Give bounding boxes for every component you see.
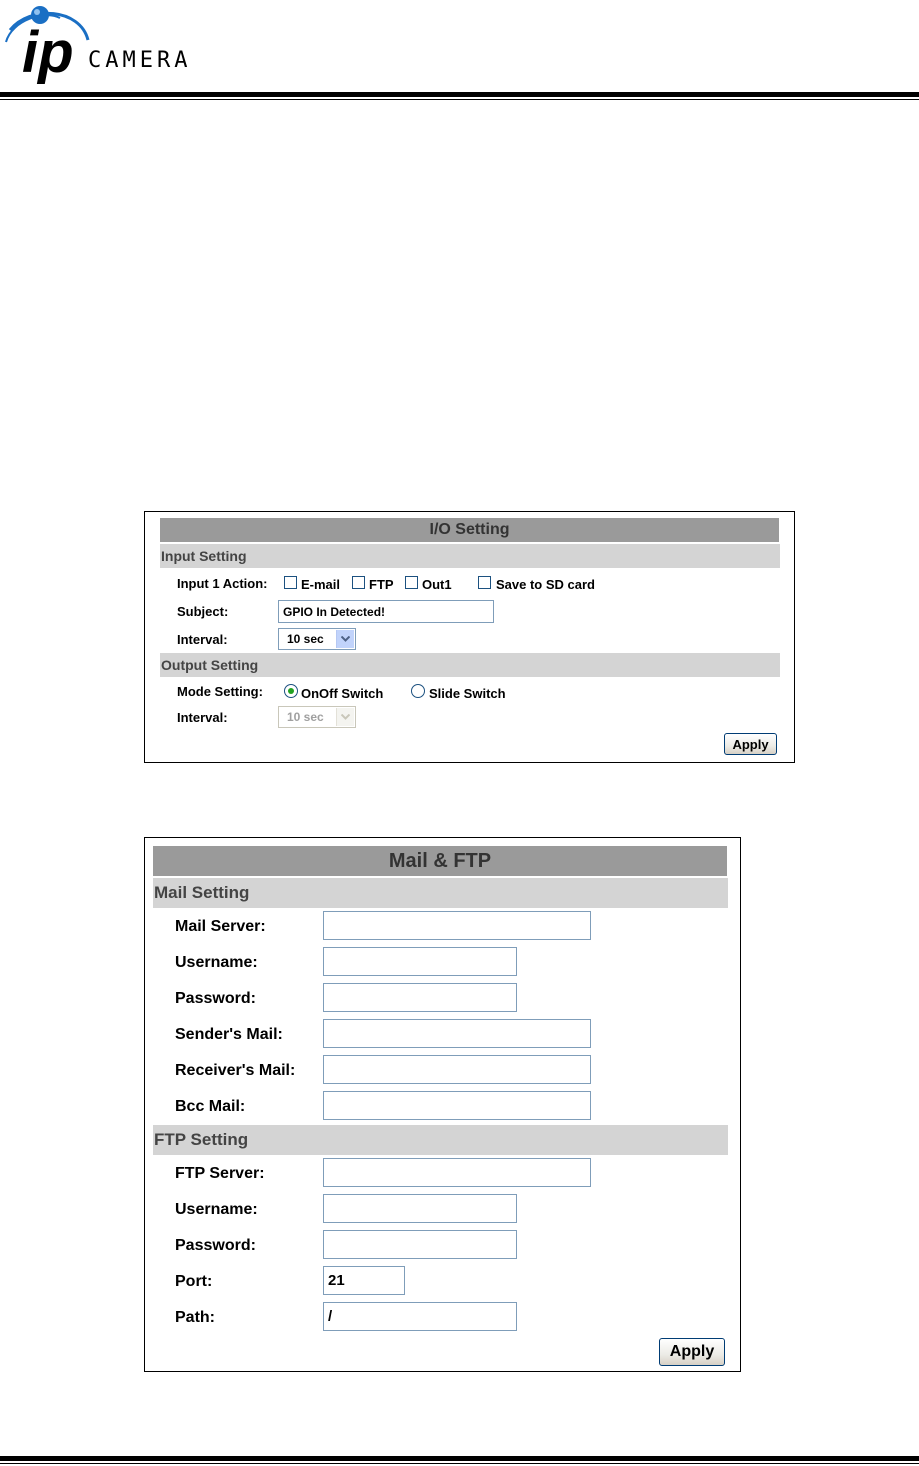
ftp-password-label: Password: [175,1237,256,1254]
output-interval-select[interactable] [278,706,356,728]
io-apply-button[interactable]: Apply [724,733,777,755]
email-checkbox[interactable] [284,576,297,589]
footer-rule [0,1456,919,1461]
output-setting-section: Output Setting [160,653,780,677]
ftp-username-input[interactable] [323,1194,517,1223]
out1-checkbox-label: Out1 [422,577,452,592]
mail-setting-section: Mail Setting [153,878,728,908]
mode-setting-label: Mode Setting: [177,684,263,699]
onoff-switch-radio[interactable] [284,684,298,698]
mail-server-input[interactable] [323,911,591,940]
io-setting-title: I/O Setting [160,518,779,542]
mail-server-label: Mail Server: [175,918,266,935]
ftp-username-label: Username: [175,1201,258,1218]
save-to-sd-checkbox-label: Save to SD card [496,577,595,592]
ftp-checkbox-label: FTP [369,577,394,592]
input-interval-value: 10 sec [287,632,324,646]
ftp-port-input[interactable] [323,1266,405,1295]
subject-label: Subject: [177,604,229,619]
header-rule-thin [0,99,919,100]
input-setting-section: Input Setting [160,544,780,568]
mail-ftp-apply-button[interactable]: Apply [659,1338,725,1366]
svg-text:CAMERA: CAMERA [88,48,192,73]
out1-checkbox[interactable] [405,576,418,589]
receiver-mail-input[interactable] [323,1055,591,1084]
slide-switch-label: Slide Switch [429,686,506,701]
email-checkbox-label: E-mail [301,577,341,592]
svg-text:ip: ip [22,20,74,85]
mail-ftp-panel [144,837,741,1372]
subject-input[interactable] [278,600,494,623]
output-interval-label: Interval: [177,710,228,725]
input-action-label: Input 1 Action: [177,576,268,591]
ftp-server-input[interactable] [323,1158,591,1187]
header-rule [0,92,919,97]
mail-password-input[interactable] [323,983,517,1012]
chevron-down-icon[interactable] [336,708,354,726]
sender-mail-label: Sender's Mail: [175,1026,283,1043]
footer-rule-thin [0,1463,919,1464]
output-interval-value: 10 sec [287,710,324,724]
ftp-server-label: FTP Server: [175,1165,265,1182]
ftp-setting-section: FTP Setting [153,1125,728,1155]
bcc-mail-input[interactable] [323,1091,591,1120]
bcc-mail-label: Bcc Mail: [175,1098,246,1115]
slide-switch-radio[interactable] [411,684,425,698]
ftp-path-input[interactable] [323,1302,517,1331]
mail-ftp-title: Mail & FTP [153,846,727,876]
ip-camera-logo [0,0,300,95]
ftp-password-input[interactable] [323,1230,517,1259]
io-setting-panel [144,511,795,763]
mail-username-label: Username: [175,954,258,971]
mail-username-input[interactable] [323,947,517,976]
onoff-switch-label: OnOff Switch [301,686,384,701]
chevron-down-icon[interactable] [336,630,354,648]
ftp-path-label: Path: [175,1309,215,1326]
save-to-sd-checkbox[interactable] [478,576,491,589]
mail-password-label: Password: [175,990,256,1007]
ftp-checkbox[interactable] [352,576,365,589]
input-interval-select[interactable] [278,628,356,650]
receiver-mail-label: Receiver's Mail: [175,1062,296,1079]
sender-mail-input[interactable] [323,1019,591,1048]
ftp-port-label: Port: [175,1273,213,1290]
input-interval-label: Interval: [177,632,228,647]
